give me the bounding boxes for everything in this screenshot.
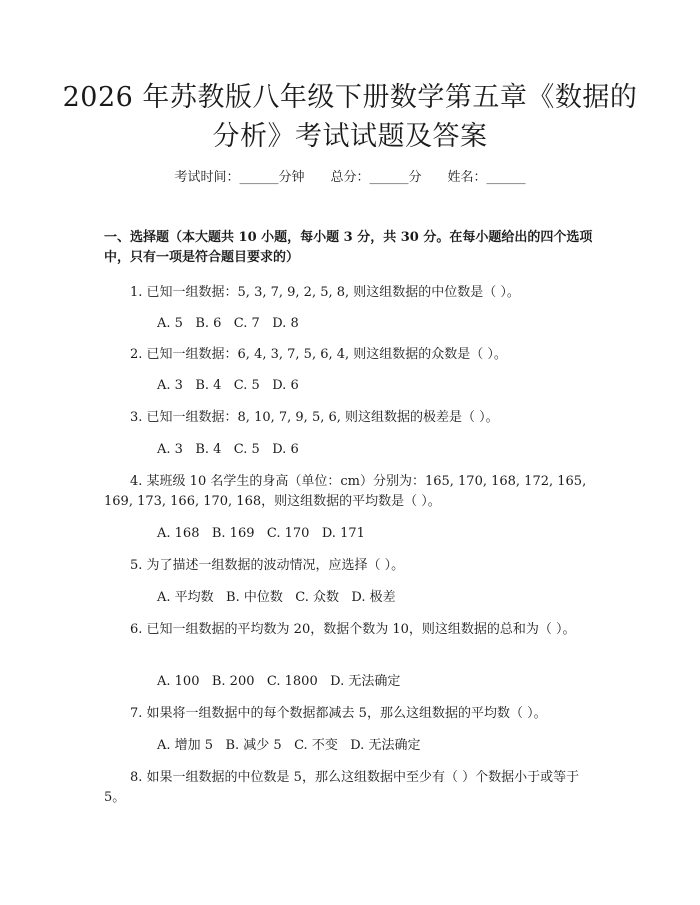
question-3-options: A. 3 B. 4 C. 5 D. 6	[157, 442, 299, 457]
exam-info-line: 考试时间：______分钟 总分：______分 姓名：______	[174, 170, 526, 185]
question-6-options: A. 100 B. 200 C. 1800 D. 无法确定	[157, 674, 401, 689]
document-title: 2026 年苏教版八年级下册数学第五章《数据的分析》考试试题及答案	[62, 82, 638, 152]
section-heading-multiple-choice: 一、选择题（本大题共 10 小题，每小题 3 分，共 30 分。在每小题给出的四个选项中，只有一项是符合题目要求的）	[104, 230, 593, 265]
question-5-options: A. 平均数 B. 中位数 C. 众数 D. 极差	[157, 590, 396, 605]
question-1-options: A. 5 B. 6 C. 7 D. 8	[157, 316, 299, 331]
question-2: 2. 已知一组数据：6, 4, 3, 7, 5, 6, 4, 则这组数据的众数是（ ）。	[130, 347, 507, 362]
question-7-options: A. 增加 5 B. 减少 5 C. 不变 D. 无法确定	[157, 738, 421, 753]
question-7: 7. 如果将一组数据中的每个数据都减去 5，那么这组数据的平均数（ ）。	[130, 706, 547, 721]
question-5: 5. 为了描述一组数据的波动情况，应选择（ ）。	[130, 558, 405, 573]
question-2-options: A. 3 B. 4 C. 5 D. 6	[157, 378, 299, 393]
question-6: 6. 已知一组数据的平均数为 20，数据个数为 10，则这组数据的总和为（ ）。	[130, 622, 576, 637]
question-8: 8. 如果一组数据的中位数是 5，那么这组数据中至少有（ ）个数据小于或等于 5。	[104, 770, 580, 805]
question-3: 3. 已知一组数据：8, 10, 7, 9, 5, 6, 则这组数据的极差是（ ）。	[130, 410, 499, 425]
question-4: 4. 某班级 10 名学生的身高（单位：cm）分别为：165, 170, 168, 172, 165, 169, 173, 166, 170, 168，则这组数据的平均数是（ ）。	[104, 474, 587, 509]
question-4-options: A. 168 B. 169 C. 170 D. 171	[157, 526, 365, 541]
question-1: 1. 已知一组数据：5, 3, 7, 9, 2, 5, 8, 则这组数据的中位数是（ ）。	[130, 285, 520, 300]
